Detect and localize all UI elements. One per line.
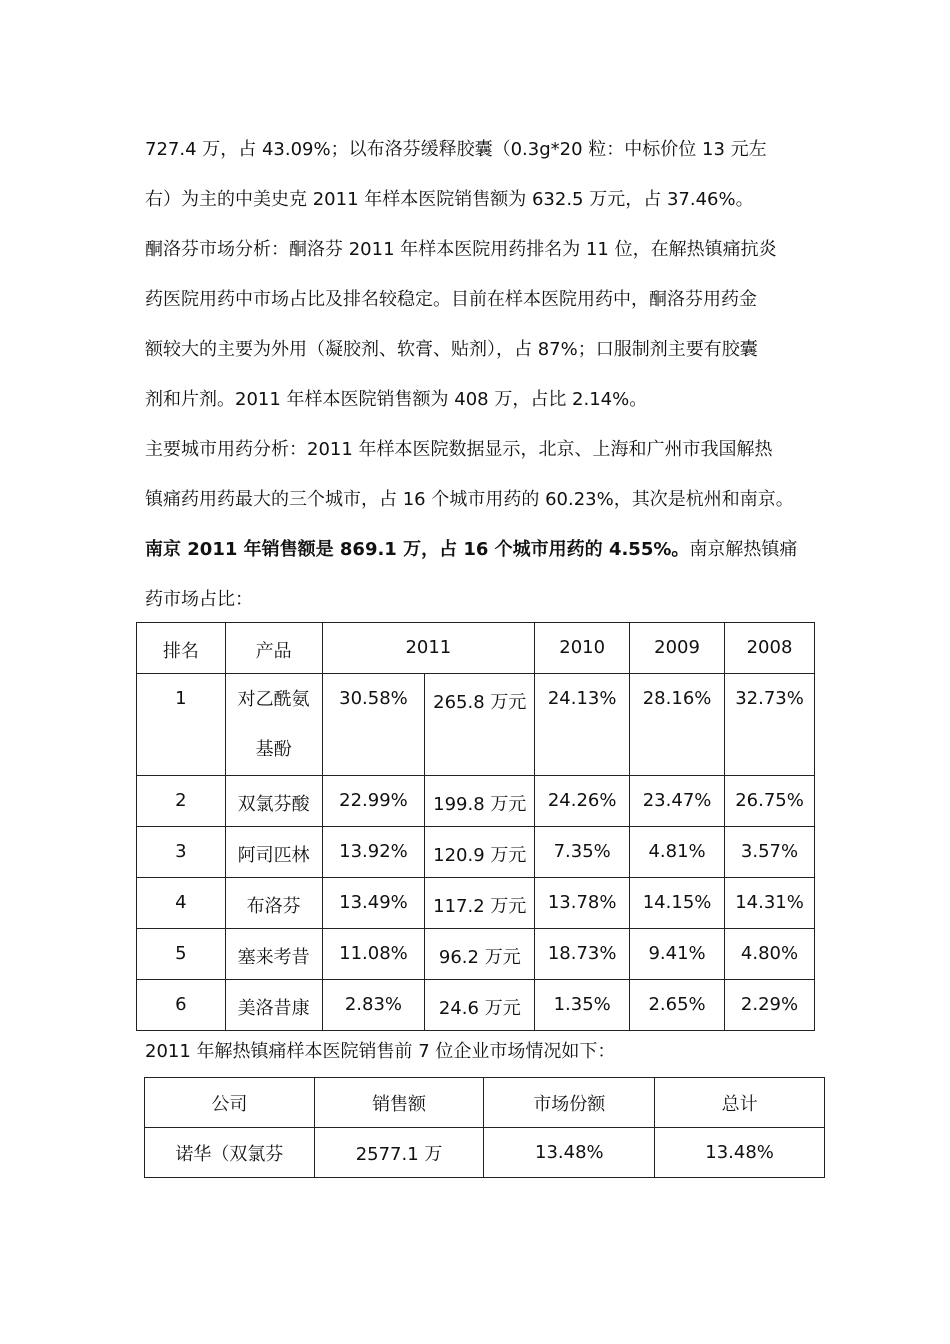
table-row [137, 674, 815, 776]
rank-cell: 1 [137, 674, 226, 776]
product-line: 基酚 [255, 739, 292, 760]
bold-statement: 南京 2011 年销售额是 869.1 万，占 16 个城市用药的 4.55%。 [145, 539, 690, 560]
text-line: 药市场占比： [145, 589, 253, 610]
year-2008-cell: 2.29% [725, 980, 815, 1031]
header-cell: 产品 [225, 623, 322, 674]
year-2008-cell: 32.73% [725, 674, 815, 776]
amount-2011-cell: 96.2 万元 [425, 929, 535, 980]
header-cell: 2009 [630, 623, 725, 674]
product-cell: 布洛芬 [225, 878, 322, 929]
pct-2011-cell: 30.58% [322, 674, 425, 776]
table-row [137, 878, 815, 929]
company-cell: 诺华（双氯芬 [145, 1128, 315, 1178]
year-2008-cell: 26.75% [725, 776, 815, 827]
product-cell: 塞来考昔 [225, 929, 322, 980]
pct-2011-cell: 13.92% [322, 827, 425, 878]
text-line: 额较大的主要为外用（凝胶剂、软膏、贴剂），占 87%；口服制剂主要有胶囊 [145, 339, 758, 360]
year-2009-cell: 4.81% [630, 827, 725, 878]
pct-2011-cell: 22.99% [322, 776, 425, 827]
year-2008-cell: 3.57% [725, 827, 815, 878]
table-row [137, 827, 815, 878]
header-cell: 市场份额 [484, 1078, 655, 1128]
amount-2011-cell: 120.9 万元 [425, 827, 535, 878]
year-2009-cell: 14.15% [630, 878, 725, 929]
table-caption: 2011 年解热镇痛样本医院销售前 7 位企业市场情况如下： [145, 1041, 616, 1062]
header-cell: 排名 [137, 623, 226, 674]
amount-2011-cell: 24.6 万元 [425, 980, 535, 1031]
sales-cell: 2577.1 万 [314, 1128, 484, 1178]
table-row [137, 929, 815, 980]
text-line: 主要城市用药分析：2011 年样本医院数据显示，北京、上海和广州市我国解热 [145, 439, 773, 460]
year-2009-cell: 9.41% [630, 929, 725, 980]
pct-2011-cell: 2.83% [322, 980, 425, 1031]
share-cell: 13.48% [484, 1128, 655, 1178]
table-row [137, 980, 815, 1031]
year-2009-cell: 2.65% [630, 980, 725, 1031]
year-2009-cell: 28.16% [630, 674, 725, 776]
pct-2011-cell: 13.49% [322, 878, 425, 929]
header-cell: 总计 [655, 1078, 825, 1128]
text-line: 727.4 万，占 43.09%；以布洛芬缓释胶囊（0.3g*20 粒：中标价位 13 元左 [145, 139, 767, 160]
text-line: 镇痛药用药最大的三个城市，占 16 个城市用药的 60.23%，其次是杭州和南京。 [145, 489, 794, 510]
table-row [145, 1128, 825, 1178]
amount-2011-cell: 199.8 万元 [425, 776, 535, 827]
year-2010-cell: 24.26% [535, 776, 630, 827]
year-2010-cell: 13.78% [535, 878, 630, 929]
rank-cell: 3 [137, 827, 226, 878]
header-cell: 2010 [535, 623, 630, 674]
product-line: 对乙酰氨 [237, 689, 310, 710]
year-2009-cell: 23.47% [630, 776, 725, 827]
header-cell: 销售额 [314, 1078, 484, 1128]
year-2010-cell: 24.13% [535, 674, 630, 776]
rank-cell: 2 [137, 776, 226, 827]
text-line: 右）为主的中美史克 2011 年样本医院销售额为 632.5 万元，占 37.46%。 [145, 189, 754, 210]
amount-2011-cell: 265.8 万元 [425, 674, 535, 776]
product-cell: 双氯芬酸 [225, 776, 322, 827]
rank-cell: 6 [137, 980, 226, 1031]
year-2008-cell: 14.31% [725, 878, 815, 929]
year-2010-cell: 7.35% [535, 827, 630, 878]
city-market-share-table [136, 622, 815, 1031]
total-cell: 13.48% [655, 1128, 825, 1178]
text-line: 剂和片剂。2011 年样本医院销售额为 408 万，占比 2.14%。 [145, 389, 648, 410]
amount-2011-cell: 117.2 万元 [425, 878, 535, 929]
rank-cell: 4 [137, 878, 226, 929]
header-cell: 公司 [145, 1078, 315, 1128]
rank-cell: 5 [137, 929, 226, 980]
year-2010-cell: 1.35% [535, 980, 630, 1031]
product-cell: 阿司匹林 [225, 827, 322, 878]
header-cell: 2008 [725, 623, 815, 674]
normal-statement: 南京解热镇痛 [689, 539, 798, 560]
highlight-line [145, 538, 797, 562]
header-cell: 2011 [322, 623, 535, 674]
year-2010-cell: 18.73% [535, 929, 630, 980]
table-header-row [145, 1078, 825, 1128]
product-cell: 美洛昔康 [225, 980, 322, 1031]
company-market-table [144, 1077, 825, 1178]
product-cell [225, 674, 322, 776]
pct-2011-cell: 11.08% [322, 929, 425, 980]
text-line: 酮洛芬市场分析：酮洛芬 2011 年样本医院用药排名为 11 位，在解热镇痛抗炎 [145, 239, 777, 260]
table-row [137, 776, 815, 827]
table-header-row [137, 623, 815, 674]
text-line: 药医院用药中市场占比及排名较稳定。目前在样本医院用药中，酮洛芬用药金 [145, 289, 757, 310]
year-2008-cell: 4.80% [725, 929, 815, 980]
